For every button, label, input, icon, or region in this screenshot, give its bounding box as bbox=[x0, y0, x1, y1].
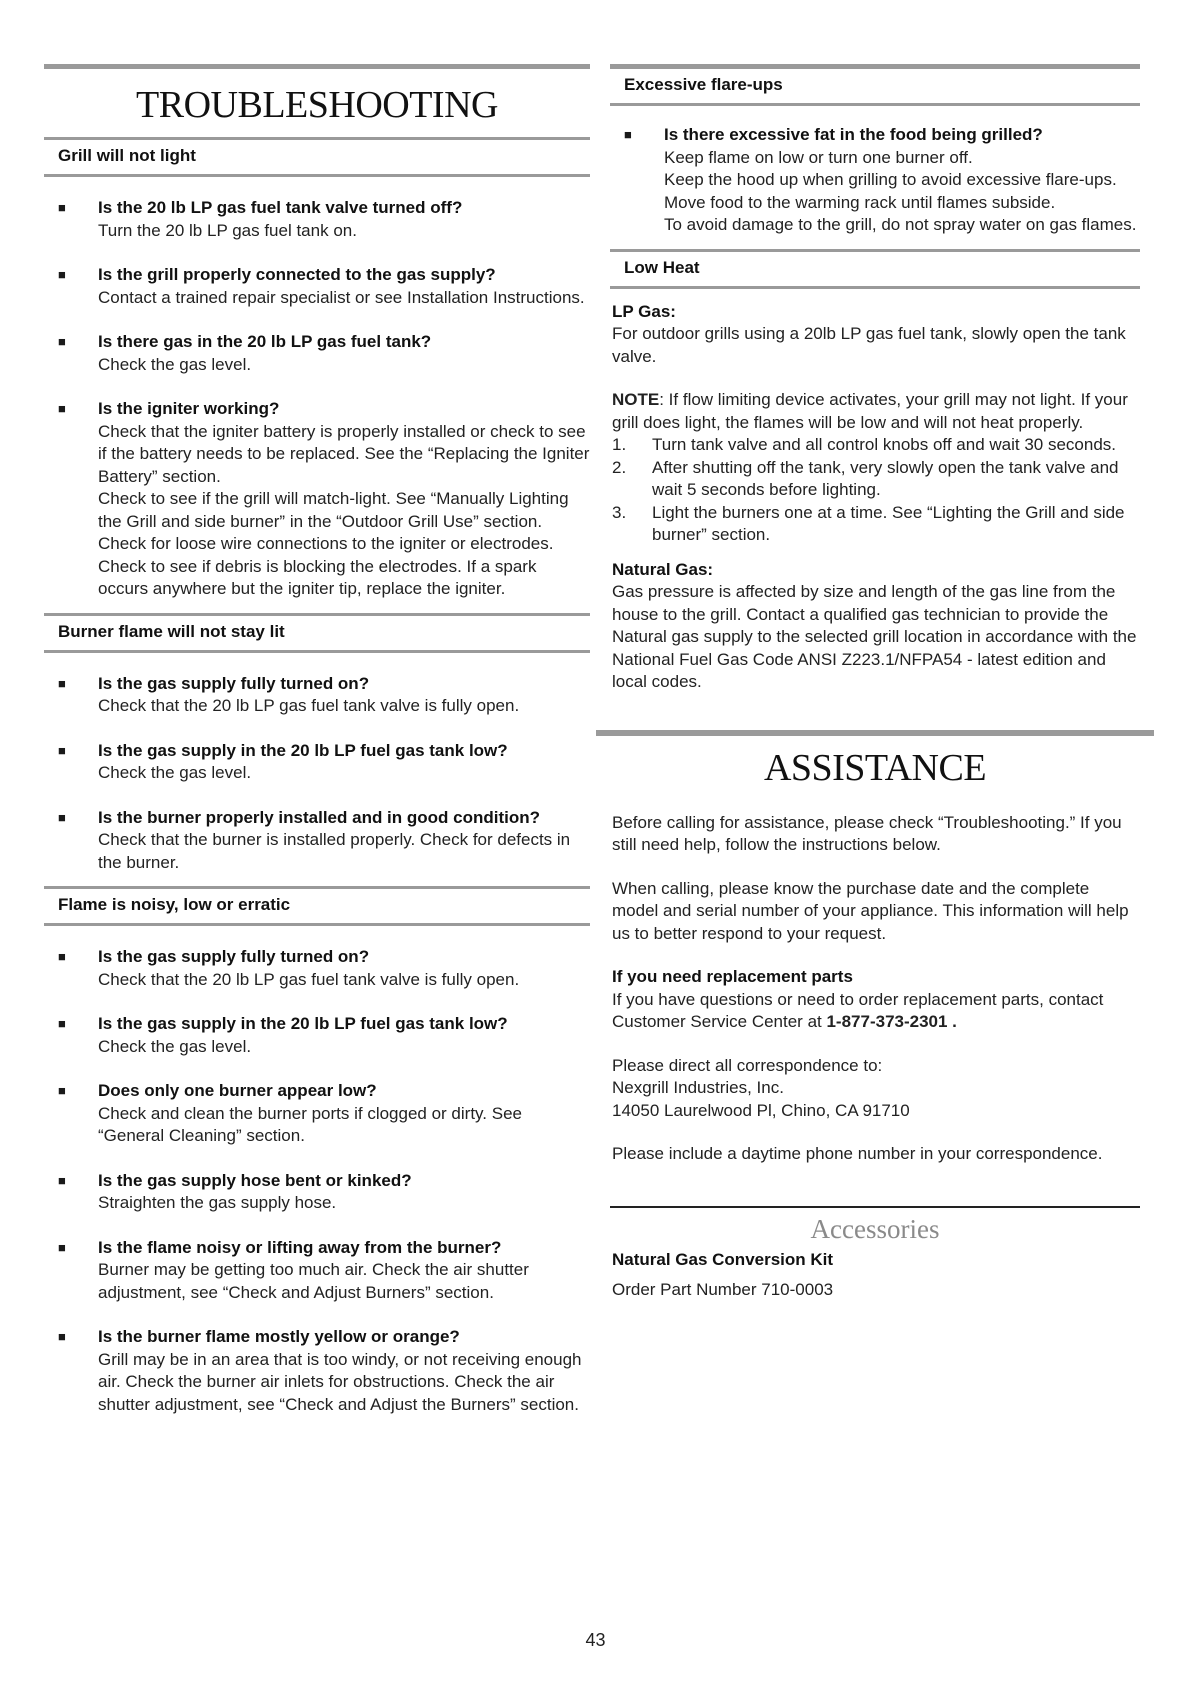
step-text: Light the burners one at a time. See “Lighting the Grill and side burner” section. bbox=[652, 502, 1125, 544]
step-number: 1. bbox=[612, 435, 627, 454]
parts-text-body: If you have questions or need to order replacement parts, contact Customer Service Center at bbox=[612, 989, 1104, 1031]
answer: Grill may be in an area that is too windy, or not receiving enough air. Check the burner air inlets for obstructions. Check the air shutter adjustment, see “Check and Adjust the Burners” section. bbox=[98, 1349, 582, 1414]
question: Does only one burner appear low? bbox=[98, 1081, 377, 1100]
list-item bbox=[44, 946, 590, 991]
answer: Keep the hood up when grilling to avoid excessive flare-ups. bbox=[664, 170, 1117, 189]
phone-number: 1-877-373-2301 . bbox=[826, 1012, 957, 1031]
bullet-icon: ■ bbox=[58, 334, 66, 349]
answers bbox=[664, 147, 1140, 237]
kit-text: Order Part Number 710-0003 bbox=[612, 1280, 834, 1299]
answer: Check the gas level. bbox=[98, 1036, 252, 1056]
step-item bbox=[612, 434, 1138, 457]
list-item bbox=[44, 398, 590, 601]
question: Is the gas supply hose bent or kinked? bbox=[98, 1170, 412, 1190]
bullet-icon: ■ bbox=[58, 1329, 66, 1344]
bullet-icon: ■ bbox=[58, 809, 66, 825]
question: Is the igniter working? bbox=[98, 399, 280, 418]
list-item bbox=[44, 1326, 590, 1416]
question: Is the gas supply fully turned on? bbox=[98, 673, 370, 693]
bullet-icon: ■ bbox=[58, 742, 66, 758]
left-column bbox=[44, 64, 590, 1428]
address-block bbox=[612, 1055, 1138, 1123]
bullet-icon: ■ bbox=[58, 200, 66, 215]
answer: Check that the igniter battery is properly installed or check to see if the battery needs to be replaced. See the “Replacing the Igniter Battery” section. bbox=[98, 421, 590, 486]
answer: Check for loose wire connections to the igniter or electrodes. bbox=[98, 534, 554, 553]
parts-heading: If you need replacement parts bbox=[612, 967, 853, 986]
bullet-icon: ■ bbox=[58, 949, 66, 964]
low-heat-body bbox=[610, 289, 1140, 694]
answer: Contact a trained repair specialist or see Installation Instructions. bbox=[98, 287, 585, 307]
answer: Check that the 20 lb LP gas fuel tank valve is fully open. bbox=[98, 696, 520, 715]
section-heading: Grill will not light bbox=[44, 137, 590, 177]
natural-gas-text: Gas pressure is affected by size and length of the gas line from the house to the grill. Contact a qualified gas technician to provide the Natural gas supply to the selected grill location in accordance with the National Fuel Gas Code ANSI Z223.1/NFPA54 - latest edition and local codes. bbox=[612, 582, 1137, 691]
assistance-p2: When calling, please know the purchase date and the complete model and serial number of your appliance. This information will help us to better respond to your request. bbox=[612, 878, 1129, 943]
bullet-icon: ■ bbox=[58, 401, 66, 416]
question: Is the gas supply in the 20 lb LP fuel gas tank low? bbox=[98, 740, 508, 760]
accessories-title: Accessories bbox=[810, 1213, 940, 1244]
list-item bbox=[610, 124, 1140, 237]
step-item bbox=[612, 502, 1138, 547]
answer: Check the gas level. bbox=[98, 354, 252, 374]
answer: Move food to the warming rack until flames subside. bbox=[664, 192, 1056, 212]
step-item bbox=[612, 457, 1138, 502]
section-items bbox=[44, 926, 590, 1416]
address-line: 14050 Laurelwood Pl, Chino, CA 91710 bbox=[612, 1100, 910, 1120]
bullet-icon: ■ bbox=[58, 1239, 66, 1255]
accessories-rule bbox=[610, 1206, 1140, 1208]
flareups-items bbox=[610, 106, 1140, 237]
low-heat-heading: Low Heat bbox=[610, 249, 1140, 289]
address-line: Please direct all correspondence to: bbox=[612, 1055, 883, 1075]
section-heading: Burner flame will not stay lit bbox=[44, 613, 590, 653]
answer: Burner may be getting too much air. Check the air shutter adjustment, see “Check and Adjust Burners” section. bbox=[98, 1260, 529, 1302]
bullet-icon: ■ bbox=[58, 1083, 66, 1098]
answer: Check that the 20 lb LP gas fuel tank valve is fully open. bbox=[98, 969, 520, 989]
kit-heading: Natural Gas Conversion Kit bbox=[612, 1249, 834, 1269]
assistance-rule bbox=[596, 730, 1154, 736]
section-items bbox=[44, 177, 590, 601]
answer: Check the gas level. bbox=[98, 763, 252, 782]
list-item bbox=[44, 673, 590, 718]
section-heading: Flame is noisy, low or erratic bbox=[44, 886, 590, 926]
question: Is the flame noisy or lifting away from the burner? bbox=[98, 1237, 502, 1257]
section-items bbox=[44, 653, 590, 875]
question: Is there excessive fat in the food being grilled? bbox=[664, 125, 1043, 144]
accessories-body bbox=[610, 1249, 1140, 1302]
bullet-icon: ■ bbox=[624, 127, 632, 142]
step-number: 3. bbox=[612, 502, 627, 522]
list-item bbox=[44, 264, 590, 309]
assistance-p1: Before calling for assistance, please check “Troubleshooting.” If you still need help, follow the instructions below. bbox=[612, 812, 1122, 854]
lp-gas-text: For outdoor grills using a 20lb LP gas fuel tank, slowly open the tank valve. bbox=[612, 324, 1126, 366]
note bbox=[612, 389, 1138, 434]
page-title: TROUBLESHOOTING bbox=[136, 84, 498, 126]
answer: Check to see if debris is blocking the electrodes. If a spark occurs anywhere but the igniter tip, replace the igniter. bbox=[98, 556, 537, 598]
question: Is the gas supply in the 20 lb LP fuel gas tank low? bbox=[98, 1014, 508, 1033]
step-text: Turn tank valve and all control knobs off and wait 30 seconds. bbox=[652, 435, 1116, 454]
note-text: : If flow limiting device activates, your grill may not light. If your grill does light, the flames will be low and will not heat properly. bbox=[612, 390, 1128, 432]
right-column bbox=[610, 64, 1140, 1302]
list-item bbox=[44, 740, 590, 785]
address-line: Nexgrill Industries, Inc. bbox=[612, 1078, 784, 1097]
parts-text bbox=[612, 989, 1138, 1034]
bullet-icon: ■ bbox=[58, 1016, 66, 1031]
page-number: 43 bbox=[585, 1630, 606, 1650]
question: Is the 20 lb LP gas fuel tank valve turned off? bbox=[98, 198, 463, 217]
question: Is the burner flame mostly yellow or orange? bbox=[98, 1327, 460, 1346]
answer: Check to see if the grill will match-light. See “Manually Lighting the Grill and side burner” in the “Outdoor Grill Use” section. bbox=[98, 489, 569, 531]
list-item bbox=[44, 197, 590, 242]
list-item bbox=[44, 331, 590, 376]
answer: Straighten the gas supply hose. bbox=[98, 1193, 337, 1212]
assistance-title: ASSISTANCE bbox=[763, 746, 987, 789]
list-item bbox=[44, 1013, 590, 1058]
answer: Check and clean the burner ports if clogged or dirty. See “General Cleaning” section. bbox=[98, 1103, 522, 1145]
list-item bbox=[44, 807, 590, 875]
troubleshooting-sections bbox=[44, 137, 590, 1416]
list-item bbox=[44, 1080, 590, 1148]
question: Is the gas supply fully turned on? bbox=[98, 947, 370, 966]
assistance-body bbox=[610, 812, 1140, 1166]
answer: To avoid damage to the grill, do not spray water on gas flames. bbox=[664, 215, 1137, 234]
bullet-icon: ■ bbox=[58, 267, 66, 282]
top-rule bbox=[44, 64, 590, 69]
question: Is the burner properly installed and in good condition? bbox=[98, 807, 541, 827]
step-number: 2. bbox=[612, 457, 627, 477]
bullet-icon: ■ bbox=[58, 675, 66, 691]
step-text: After shutting off the tank, very slowly open the tank valve and wait 5 seconds before lighting. bbox=[652, 457, 1119, 499]
flareups-heading: Excessive flare-ups bbox=[610, 64, 1140, 106]
steps-list bbox=[612, 434, 1138, 547]
answer: Keep flame on low or turn one burner off. bbox=[664, 147, 973, 167]
answer: Check that the burner is installed properly. Check for defects in the burner. bbox=[98, 830, 571, 872]
list-item bbox=[44, 1170, 590, 1215]
question: Is there gas in the 20 lb LP gas fuel tank? bbox=[98, 332, 432, 351]
bullet-icon: ■ bbox=[58, 1172, 66, 1188]
question: Is the grill properly connected to the gas supply? bbox=[98, 265, 496, 284]
note-label: NOTE bbox=[612, 390, 660, 409]
phone-request: Please include a daytime phone number in your correspondence. bbox=[612, 1144, 1103, 1163]
list-item bbox=[44, 1237, 590, 1305]
natural-gas-label: Natural Gas: bbox=[612, 559, 714, 579]
answer: Turn the 20 lb LP gas fuel tank on. bbox=[98, 220, 357, 240]
lp-gas-label: LP Gas: bbox=[612, 301, 676, 321]
